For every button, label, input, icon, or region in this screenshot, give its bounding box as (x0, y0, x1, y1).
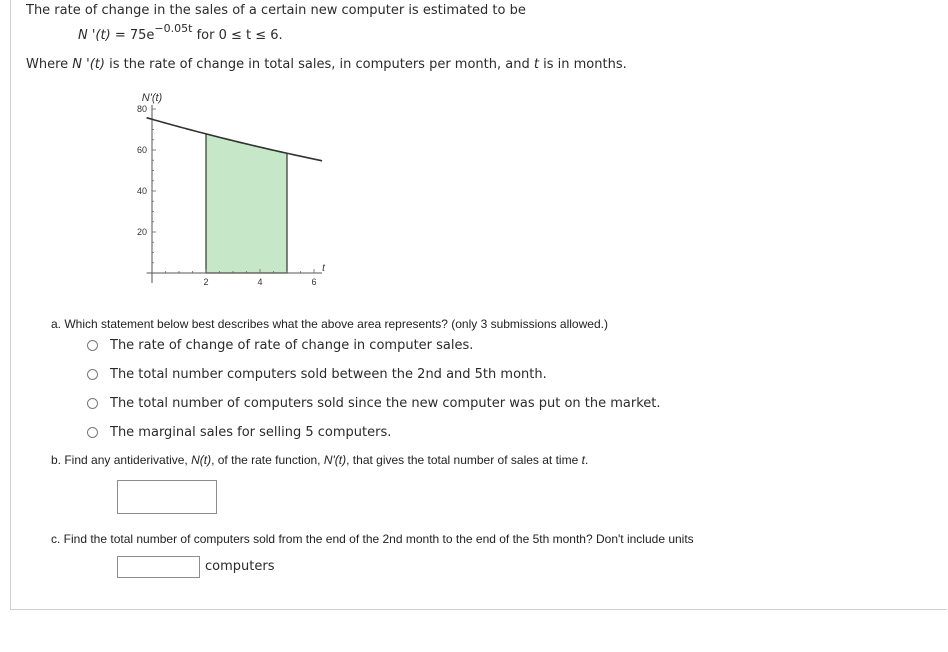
part-b-end: , that gives the total number of sales at time (346, 453, 579, 467)
where-prefix: Where (26, 57, 69, 72)
formula-exponent: −0.05t (154, 22, 193, 35)
x-tick-label-6: 6 (311, 277, 317, 287)
y-tick-label-40: 40 (136, 186, 147, 196)
antiderivative-input[interactable] (117, 480, 217, 514)
unit-label: computers (205, 559, 275, 574)
formula-domain: for 0 ≤ t ≤ 6. (196, 28, 283, 43)
part-b-Nprime: N'(t) (323, 453, 347, 467)
where-t: t (533, 57, 539, 72)
x-tick-label-4: 4 (257, 277, 263, 287)
where-end: is in months. (543, 57, 627, 72)
part-b-t: t (581, 453, 585, 467)
option-1-label[interactable]: The rate of change of rate of change in computer sales. (110, 338, 474, 353)
part-b-start: b. Find any antiderivative, (51, 453, 188, 467)
part-c-question: c. Find the total number of computers sold from the end of the 2nd month to the end of the 5th month? Don't include units (51, 532, 694, 546)
formula-eq: = 75e (114, 28, 155, 43)
part-b-question (51, 453, 588, 467)
y-tick-label-20: 20 (136, 227, 147, 237)
y-axis-label: N'(t) (141, 91, 163, 104)
total-computers-input[interactable] (117, 556, 200, 578)
option-3-label[interactable]: The total number of computers sold since the new computer was put on the market. (110, 396, 661, 411)
part-b-period: . (584, 453, 589, 467)
part-a-question: a. Which statement below best describes what the above area represents? (only 3 submissions allowed.) (51, 317, 608, 331)
y-tick-label-80: 80 (136, 104, 147, 114)
part-b-mid: , of the rate function, (211, 453, 321, 467)
option-4-label[interactable]: The marginal sales for selling 5 computers. (110, 425, 392, 440)
option-2-label[interactable]: The total number computers sold between the 2nd and 5th month. (110, 367, 547, 382)
where-middle: is the rate of change in total sales, in computers per month, and (109, 57, 530, 72)
option-4-radio[interactable] (87, 427, 98, 438)
shaded-area (206, 134, 287, 273)
problem-intro: The rate of change in the sales of a certain new computer is estimated to be (26, 3, 526, 18)
part-b-N: N(t) (191, 453, 212, 467)
option-1-radio[interactable] (87, 340, 98, 351)
y-tick-label-60: 60 (136, 145, 147, 155)
where-variable: N '(t) (72, 57, 105, 72)
formula-lhs: N '(t) (78, 28, 111, 43)
x-axis-label: t (322, 263, 325, 274)
option-3-radio[interactable] (87, 398, 98, 409)
x-tick-label-2: 2 (203, 277, 209, 287)
option-2-radio[interactable] (87, 369, 98, 380)
